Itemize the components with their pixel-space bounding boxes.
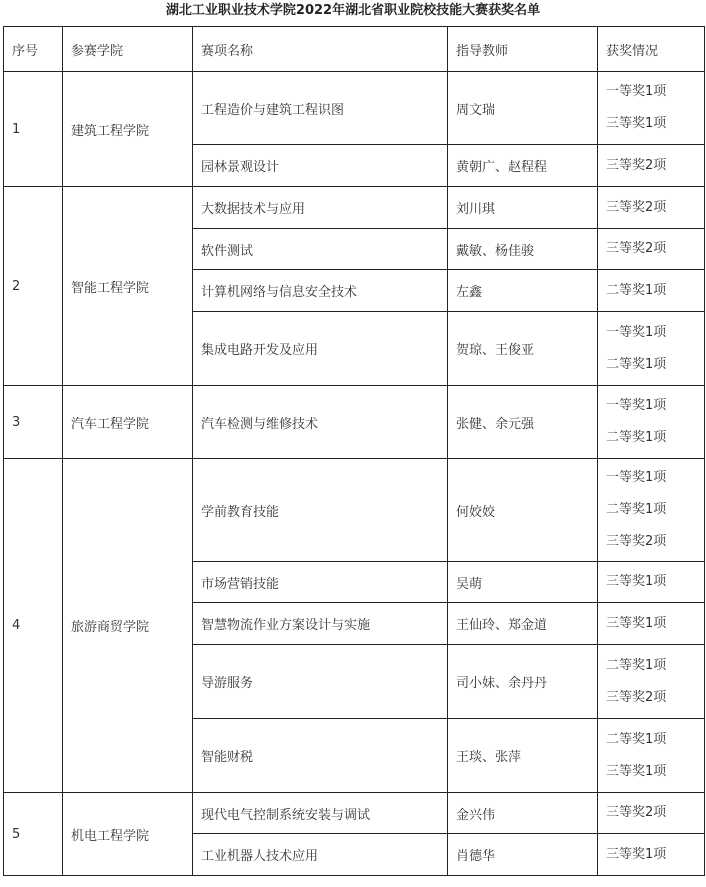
award-cell — [598, 603, 705, 645]
award-cell — [598, 793, 705, 834]
header-event: 赛项名称 — [193, 27, 448, 72]
award-item: 三等奖2项 — [606, 157, 667, 173]
award-item: 三等奖1项 — [606, 615, 667, 631]
awards-table — [3, 26, 705, 876]
teacher-name: 王琰、张萍 — [448, 719, 598, 793]
award-cell — [598, 270, 705, 312]
award-cell — [598, 645, 705, 719]
header-college: 参赛学院 — [63, 27, 193, 72]
teacher-name: 王仙玲、郑金道 — [448, 603, 598, 645]
teacher-name: 张健、余元强 — [448, 386, 598, 459]
award-item: 三等奖1项 — [606, 116, 667, 131]
header-awards: 获奖情况 — [598, 27, 705, 72]
teacher-name: 吴萌 — [448, 562, 598, 603]
award-item: 三等奖2项 — [606, 689, 667, 705]
college-name: 汽车工程学院 — [63, 386, 193, 459]
award-cell — [598, 386, 705, 459]
college-name: 智能工程学院 — [63, 187, 193, 386]
teacher-name: 司小妹、余丹丹 — [448, 645, 598, 719]
page-title: 湖北工业职业技术学院2022年湖北省职业院校技能大赛获奖名单 — [165, 3, 541, 18]
teacher-name: 贺琼、王俊亚 — [448, 312, 598, 386]
college-name: 机电工程学院 — [63, 793, 193, 876]
teacher-name: 周文瑞 — [448, 72, 598, 145]
award-item: 三等奖1项 — [606, 846, 667, 862]
event-name: 工业机器人技术应用 — [193, 834, 448, 876]
row-number: 4 — [4, 459, 63, 793]
event-name: 园林景观设计 — [193, 145, 448, 187]
table-row — [4, 386, 705, 459]
header-number: 序号 — [4, 27, 63, 72]
award-cell — [598, 459, 705, 562]
award-item: 三等奖1项 — [606, 763, 667, 779]
award-item: 一等奖1项 — [606, 324, 667, 340]
header-teacher: 指导教师 — [448, 27, 598, 72]
award-item: 一等奖1项 — [606, 84, 667, 99]
table-row — [4, 793, 705, 834]
row-number: 5 — [4, 793, 63, 876]
award-cell — [598, 145, 705, 187]
award-item: 二等奖1项 — [606, 430, 667, 445]
college-name: 旅游商贸学院 — [63, 459, 193, 793]
event-name: 现代电气控制系统安装与调试 — [193, 793, 448, 834]
event-name: 汽车检测与维修技术 — [193, 386, 448, 459]
table-header-row — [4, 27, 705, 72]
teacher-name: 戴敏、杨佳骏 — [448, 229, 598, 270]
event-name: 智能财税 — [193, 719, 448, 793]
teacher-name: 金兴伟 — [448, 793, 598, 834]
table-row — [4, 459, 705, 562]
event-name: 大数据技术与应用 — [193, 187, 448, 229]
teacher-name: 刘川琪 — [448, 187, 598, 229]
award-item: 二等奖1项 — [606, 657, 667, 673]
award-item: 一等奖1项 — [606, 398, 667, 413]
award-cell — [598, 719, 705, 793]
award-cell — [598, 562, 705, 603]
award-item: 三等奖2项 — [606, 534, 667, 549]
row-number: 3 — [4, 386, 63, 459]
award-item: 二等奖1项 — [606, 502, 667, 517]
teacher-name: 左鑫 — [448, 270, 598, 312]
row-number: 1 — [4, 72, 63, 187]
award-item: 一等奖1项 — [606, 470, 667, 485]
award-item: 三等奖1项 — [606, 574, 667, 589]
teacher-name: 肖德华 — [448, 834, 598, 876]
event-name: 软件测试 — [193, 229, 448, 270]
award-cell — [598, 312, 705, 386]
award-item: 三等奖2项 — [606, 199, 667, 215]
teacher-name: 黄朝广、赵程程 — [448, 145, 598, 187]
award-item: 二等奖1项 — [606, 356, 667, 372]
event-name: 市场营销技能 — [193, 562, 448, 603]
award-cell — [598, 72, 705, 145]
award-item: 二等奖1项 — [606, 282, 667, 298]
event-name: 智慧物流作业方案设计与实施 — [193, 603, 448, 645]
row-number: 2 — [4, 187, 63, 386]
event-name: 学前教育技能 — [193, 459, 448, 562]
award-cell — [598, 187, 705, 229]
event-name: 导游服务 — [193, 645, 448, 719]
teacher-name: 何姣姣 — [448, 459, 598, 562]
table-row — [4, 187, 705, 229]
award-item: 三等奖2项 — [606, 805, 667, 820]
award-cell — [598, 834, 705, 876]
award-cell — [598, 229, 705, 270]
event-name: 工程造价与建筑工程识图 — [193, 72, 448, 145]
event-name: 计算机网络与信息安全技术 — [193, 270, 448, 312]
award-item: 三等奖2项 — [606, 241, 667, 256]
college-name: 建筑工程学院 — [63, 72, 193, 187]
event-name: 集成电路开发及应用 — [193, 312, 448, 386]
table-row — [4, 72, 705, 145]
award-item: 二等奖1项 — [606, 731, 667, 747]
